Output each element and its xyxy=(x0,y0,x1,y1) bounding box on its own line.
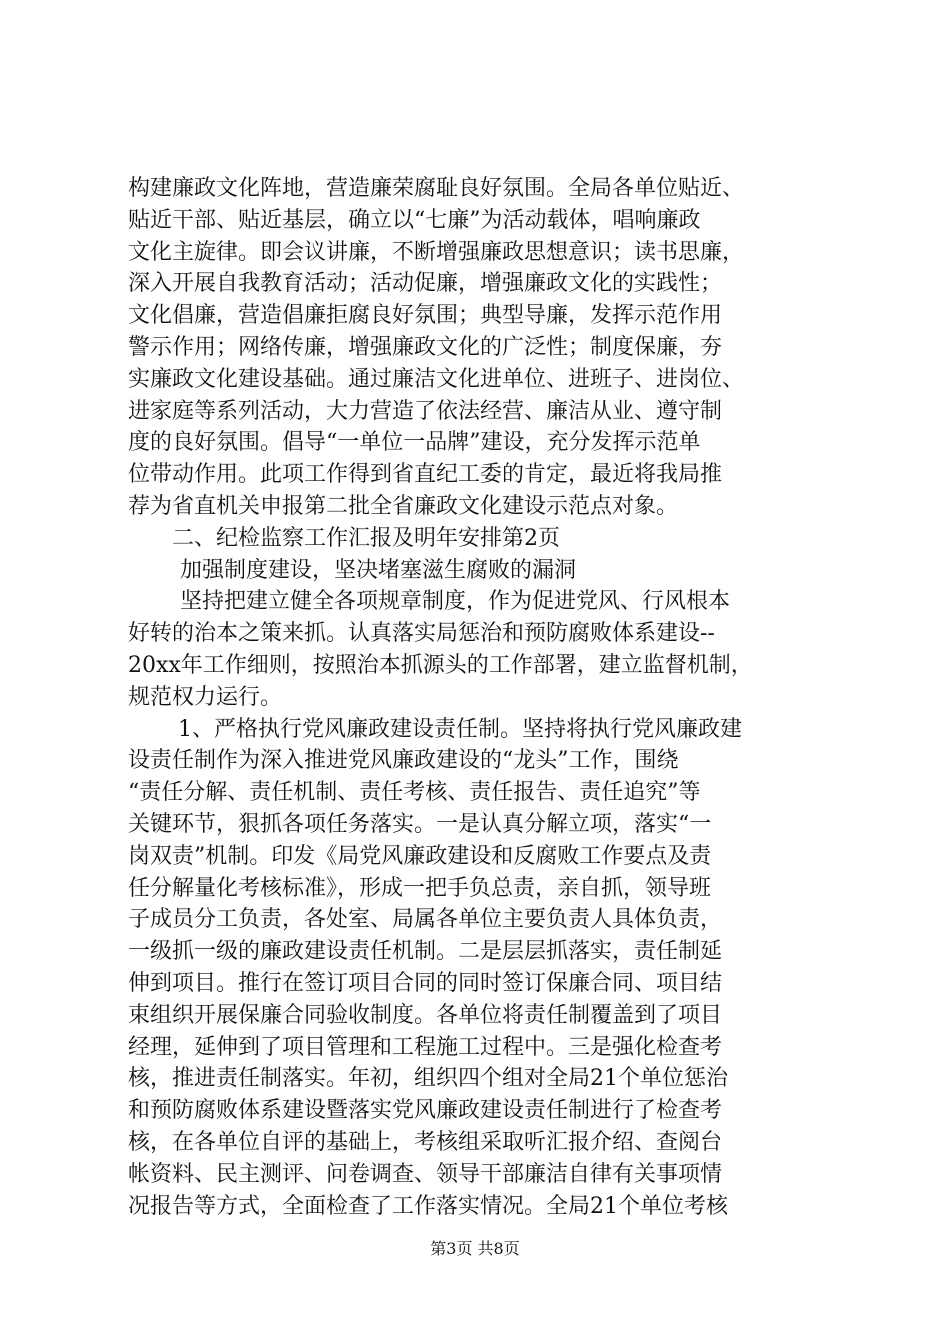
text-line: 帐资料、民主测评、问卷调查、领导干部廉洁自律有关事项情 xyxy=(128,1161,723,1187)
text-line: 核，在各单位自评的基础上，考核组采取听汇报介绍、查阅台 xyxy=(128,1129,723,1155)
text-line: 岗双责”机制。印发《局党风廉政建设和反腐败工作要点及责 xyxy=(128,843,712,869)
text-line: 关键环节，狠抓各项任务落实。一是认真分解立项，落实“一 xyxy=(128,811,712,837)
text-line: 贴近干部、贴近基层，确立以“七廉”为活动载体，唱响廉政 xyxy=(128,207,701,233)
text-line: 1、严格执行党风廉政建设责任制。坚持将执行党风廉政建 xyxy=(178,716,742,742)
text-line: 核，推进责任制落实。年初，组织四个组对全局21个单位惩治 xyxy=(128,1066,728,1092)
text-line: 荐为省直机关申报第二批全省廉政文化建设示范点对象。 xyxy=(128,493,679,519)
text-line: 实廉政文化建设基础。通过廉洁文化进单位、进班子、进岗位、 xyxy=(128,366,745,392)
page-number-footer: 第3页 共8页 xyxy=(430,1239,520,1258)
text-line: 和预防腐败体系建设暨落实党风廉政建设责任制进行了检查考 xyxy=(128,1098,723,1124)
text-line: 好转的治本之策来抓。认真落实局惩治和预防腐败体系建设-- xyxy=(128,621,715,647)
text-line: 文化倡廉，营造倡廉拒腐良好氛围；典型导廉，发挥示范作用 xyxy=(128,303,723,329)
text-line: 警示作用；网络传廉，增强廉政文化的广泛性；制度保廉，夯 xyxy=(128,334,723,360)
text-line: 度的良好氛围。倡导“一单位一品牌”建设，充分发挥示范单 xyxy=(128,430,701,456)
text-line: 位带动作用。此项工作得到省直纪工委的肯定，最近将我局推 xyxy=(128,462,723,488)
text-line: 况报告等方式，全面检查了工作落实情况。全局21个单位考核 xyxy=(128,1193,728,1219)
text-line: 构建廉政文化阵地，营造廉荣腐耻良好氛围。全局各单位贴近、 xyxy=(128,176,745,201)
document-body xyxy=(128,173,840,1222)
text-line: 进家庭等系列活动，大力营造了依法经营、廉洁从业、遵守制 xyxy=(128,398,723,424)
section-heading: 二、纪检监察工作汇报及明年安排第2页 xyxy=(172,525,560,551)
text-line: 子成员分工负责，各处室、局属各单位主要负责人具体负责， xyxy=(128,907,723,933)
text-line: 经理，延伸到了项目管理和工程施工过程中。三是强化检查考 xyxy=(128,1034,723,1060)
text-line: 坚持把建立健全各项规章制度，作为促进党风、行风根本 xyxy=(180,589,731,615)
text-line: 规范权力运行。 xyxy=(128,684,283,710)
text-line: 一级抓一级的廉政建设责任机制。二是层层抓落实，责任制延 xyxy=(128,939,723,965)
text-line: 束组织开展保廉合同验收制度。各单位将责任制覆盖到了项目 xyxy=(128,1002,723,1028)
text-line: 任分解量化考核标准》，形成一把手负总责，亲自抓，领导班 xyxy=(128,875,712,901)
text-line: 深入开展自我教育活动；活动促廉，增强廉政文化的实践性； xyxy=(128,271,723,297)
text-line: 20xx年工作细则，按照治本抓源头的工作部署，建立监督机制， xyxy=(128,652,753,678)
subsection-heading: 加强制度建设，坚决堵塞滋生腐败的漏洞 xyxy=(180,557,577,583)
text-line: 伸到项目。推行在签订项目合同的同时签订保廉合同、项目结 xyxy=(128,970,723,996)
text-line: 文化主旋律。即会议讲廉，不断增强廉政思想意识；读书思廉， xyxy=(128,239,745,265)
text-line: 设责任制作为深入推进党风廉政建设的“龙头”工作，围绕 xyxy=(128,748,679,774)
text-line: “责任分解、责任机制、责任考核、责任报告、责任追究”等 xyxy=(128,780,701,806)
